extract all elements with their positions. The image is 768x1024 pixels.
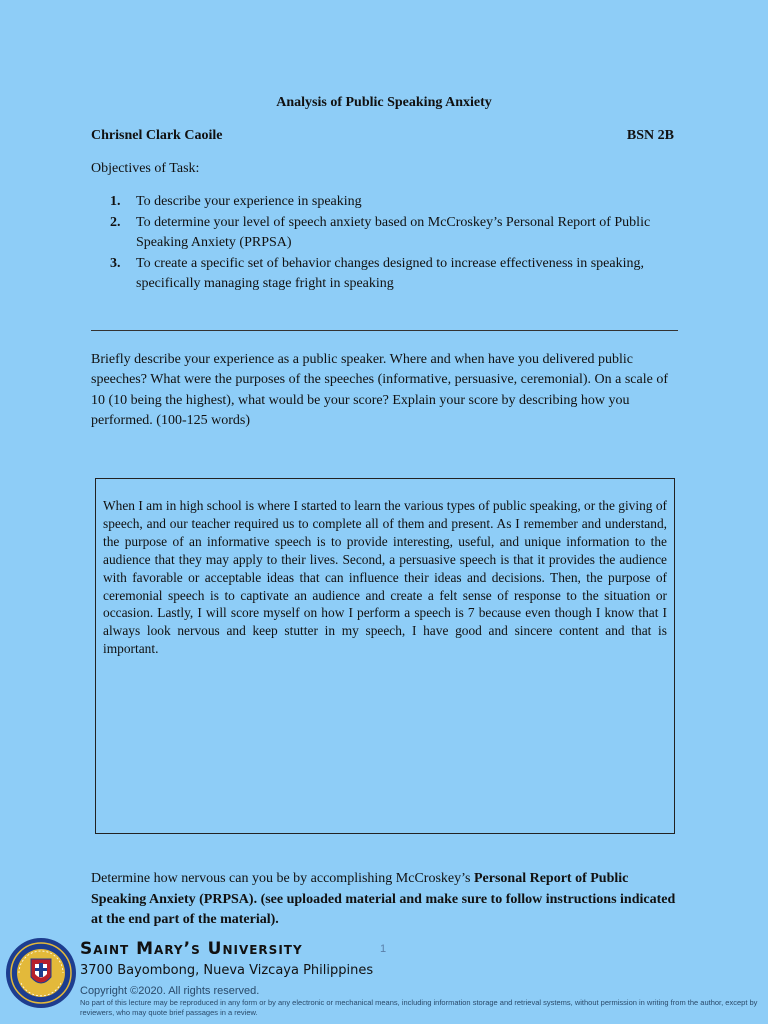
list-item bbox=[110, 192, 670, 213]
university-address: 3700 Bayombong, Nueva Vizcaya Philippines bbox=[80, 963, 374, 978]
document-title: Analysis of Public Speaking Anxiety bbox=[276, 95, 492, 110]
list-item bbox=[110, 213, 670, 254]
list-item-number: 2. bbox=[110, 214, 121, 230]
list-item bbox=[110, 254, 670, 295]
disclaimer-text: No part of this lecture may be reproduced in any form or by any electronic or mechanical means, including information storage and retrieval systems, without permission in writing from the author, except by reviewers, who may quote brief passages in a review. bbox=[80, 998, 758, 1017]
list-item-text: To create a specific set of behavior changes designed to increase effectiveness in speaking, specifically managing stage fright in speaking bbox=[136, 255, 644, 291]
university-seal-icon bbox=[5, 937, 77, 1009]
list-item-number: 1. bbox=[110, 194, 121, 209]
instruction-text: Determine how nervous can you be by accomplishing McCroskey’s bbox=[91, 871, 474, 886]
objectives-list bbox=[110, 192, 670, 295]
instruction-paragraph bbox=[91, 869, 681, 931]
list-item-number: 3. bbox=[110, 255, 121, 271]
answer-box bbox=[95, 478, 675, 834]
page-footer bbox=[0, 935, 768, 1024]
copyright-notice: Copyright ©2020. All rights reserved. bbox=[80, 985, 260, 997]
list-item-text: To describe your experience in speaking bbox=[136, 194, 362, 209]
question-prompt: Briefly describe your experience as a public speaker. Where and when have you delivered public speeches? What were the purposes of the speeches (informative, persuasive, ceremonial). On a scale of 10 (10 being the highest), what would be your score? Explain your score by describing how you performed. (100-125 words) bbox=[91, 352, 669, 428]
class-section: BSN 2B bbox=[626, 128, 674, 143]
university-name: Saint Mary’s University bbox=[80, 939, 303, 959]
author-name: Chrisnel Clark Caoile bbox=[91, 128, 223, 143]
answer-text: When I am in high school is where I started to learn the various types of public speaking, or the giving of speech, and our teacher required us to complete all of them and present. As I remember and understand, the purpose of an informative speech is to provide interesting, useful, and unique information to the audience that they may apply to their lives. Second, a persuasive speech is that it provides the audience with favorable or acceptable ideas that can influence their ideas and decisions. Then, the purpose of ceremonial speech is to captivate an audience and create a felt sense of response to the situation or occasion. Lastly, I will score myself on how I perform a speech is 7 because even though I know that I always look nervous and keep stutter in my speech, I have good and sincere content and that is important. bbox=[103, 498, 667, 657]
objectives-heading: Objectives of Task: bbox=[91, 161, 200, 176]
page-number: 1 bbox=[380, 943, 387, 955]
section-divider bbox=[91, 330, 678, 331]
instruction-bold-text: Personal Report of Public Speaking Anxiety (PRPSA). (see uploaded material and make sure to follow instructions indicated at the end part of the material). bbox=[91, 871, 676, 927]
list-item-text: To determine your level of speech anxiety based on McCroskey’s Personal Report of Public Speaking Anxiety (PRPSA) bbox=[136, 214, 651, 250]
